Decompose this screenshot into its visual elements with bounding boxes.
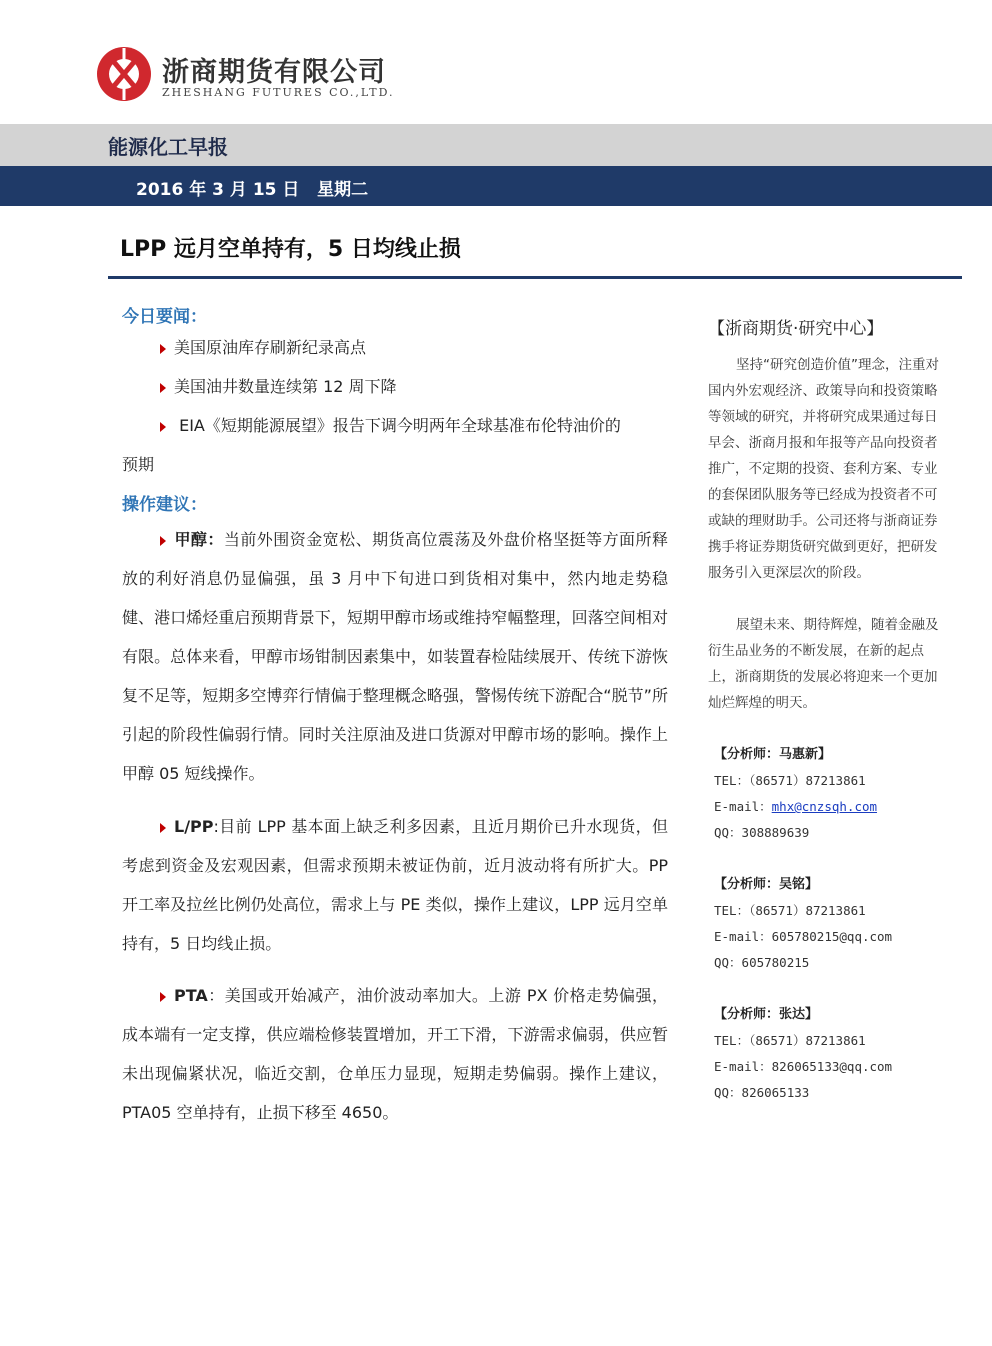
analyst-tel: TEL：（86571）87213861: [714, 903, 866, 918]
analyst-email-link[interactable]: mhx@cnzsqh.com: [771, 799, 878, 814]
analyst-card: [714, 872, 892, 976]
research-center-outlook: [708, 612, 940, 716]
lpp-paragraph: [122, 807, 668, 963]
news-item-text: 美国油井数量连续第 12 周下降: [174, 377, 397, 396]
news-item: [160, 413, 621, 436]
analyst-tel: TEL：（86571）87213861: [714, 1033, 866, 1048]
lpp-text: :目前 LPP 基本面上缺乏利多因素，且近月期价已升水现货，但考虑到资金及宏观因素，但需求预期未被证伪前，近月波动将有所扩大。PP 开工率及拉丝比例仍处高位，需求上与 PE 类似，操作上建议，LPP 远月空单持有，5 日均线止损。: [122, 817, 668, 953]
analyst-card: [714, 1002, 892, 1106]
headline: LPP 远月空单持有，5 日均线止损: [120, 237, 461, 262]
news-item: [160, 374, 397, 397]
methanol-paragraph: [122, 520, 668, 793]
analyst-email-row: E-mail：605780215@qq.com: [714, 929, 893, 944]
bullet-icon: [160, 344, 166, 354]
bullet-icon: [160, 422, 166, 432]
advice-section-title: 操作建议：: [122, 495, 207, 515]
analyst-name: 【分析师：张达】: [714, 1007, 819, 1022]
bullet-icon: [160, 536, 166, 546]
analyst-name: 【分析师：马惠新】: [714, 747, 832, 762]
news-item-text: 美国原油库存刷新纪录高点: [174, 338, 367, 357]
pta-text: ：美国或开始减产，油价波动率加大。上游 PX 价格走势偏强，成本端有一定支撑，供应端检修装置增加，开工下滑，下游需求偏弱，供应暂未出现偏紧状况，临近交割，仓单压力显现，短期走势偏弱。操作上建议，PTA05 空单持有，止损下移至 4650。: [122, 986, 668, 1122]
company-logo-icon: [96, 46, 152, 102]
bullet-icon: [160, 992, 166, 1002]
bullet-icon: [160, 383, 166, 393]
analyst-email: 826065133@qq.com: [771, 1059, 893, 1074]
report-date: 2016 年 3 月 15 日 星期二: [136, 180, 369, 200]
analyst-email: 605780215@qq.com: [771, 929, 893, 944]
analyst-qq: QQ：308889639: [714, 825, 810, 840]
intro-text: 坚持“研究创造价值”理念，注重对国内外宏观经济、政策导向和投资策略等领域的研究，并将研究成果通过每日早会、浙商月报和年报等产品向投资者推广，不定期的投资、套利方案、专业的套保团队服务等已经成为投资者不可或缺的理财助手。公司还将与浙商证券携手将证券期货研究做到更好，把研发服务引入更深层次的阶段。: [708, 357, 939, 581]
analyst-name: 【分析师：吴铭】: [714, 877, 819, 892]
analyst-qq: QQ：605780215: [714, 955, 810, 970]
analyst-email-row: E-mail：826065133@qq.com: [714, 1059, 893, 1074]
research-center-intro: [708, 352, 940, 586]
outlook-text: 展望未来、期待辉煌，随着金融及衍生品业务的不断发展，在新的起点上，浙商期货的发展必将迎来一个更加灿烂辉煌的明天。: [708, 617, 939, 711]
news-item: [160, 335, 366, 358]
bullet-icon: [160, 823, 166, 833]
lpp-label: L/PP: [174, 817, 214, 836]
news-item-text: EIA《短期能源展望》报告下调今明两年全球基准布伦特油价的: [174, 416, 621, 435]
analyst-card: [714, 742, 877, 846]
analyst-email-row: E-mail：mhx@cnzsqh.com: [714, 799, 878, 814]
pta-paragraph: [122, 976, 668, 1132]
analyst-qq: QQ：826065133: [714, 1085, 810, 1100]
news-item-continuation: 预期: [122, 455, 155, 474]
research-center-title: 【浙商期货·研究中心】: [708, 319, 884, 339]
company-name-cn: 浙商期货有限公司: [162, 57, 386, 88]
analyst-tel: TEL：（86571）87213861: [714, 773, 866, 788]
headline-divider: [108, 276, 962, 279]
news-section-title: 今日要闻：: [122, 307, 207, 327]
report-type: 能源化工早报: [108, 135, 228, 159]
methanol-label: 甲醇：: [174, 530, 224, 549]
pta-label: PTA: [174, 986, 208, 1005]
methanol-text: 当前外围资金宽松、期货高位震荡及外盘价格坚挺等方面所释放的利好消息仍显偏强，虽 3 月中下旬进口到货相对集中，然内地走势稳健、港口烯烃重启预期背景下，短期甲醇市场或维持窄幅整理，回落空间相对有限。总体来看，甲醇市场钳制因素集中，如装置春检陆续展开、传统下游恢复不足等，短期多空博弈行情偏于整理概念略强，警惕传统下游配合“脱节”所引起的阶段性偏弱行情。同时关注原油及进口货源对甲醇市场的影响。操作上甲醇 05 短线操作。: [122, 530, 668, 783]
company-name-en: ZHESHANG FUTURES CO.,LTD.: [162, 86, 395, 99]
